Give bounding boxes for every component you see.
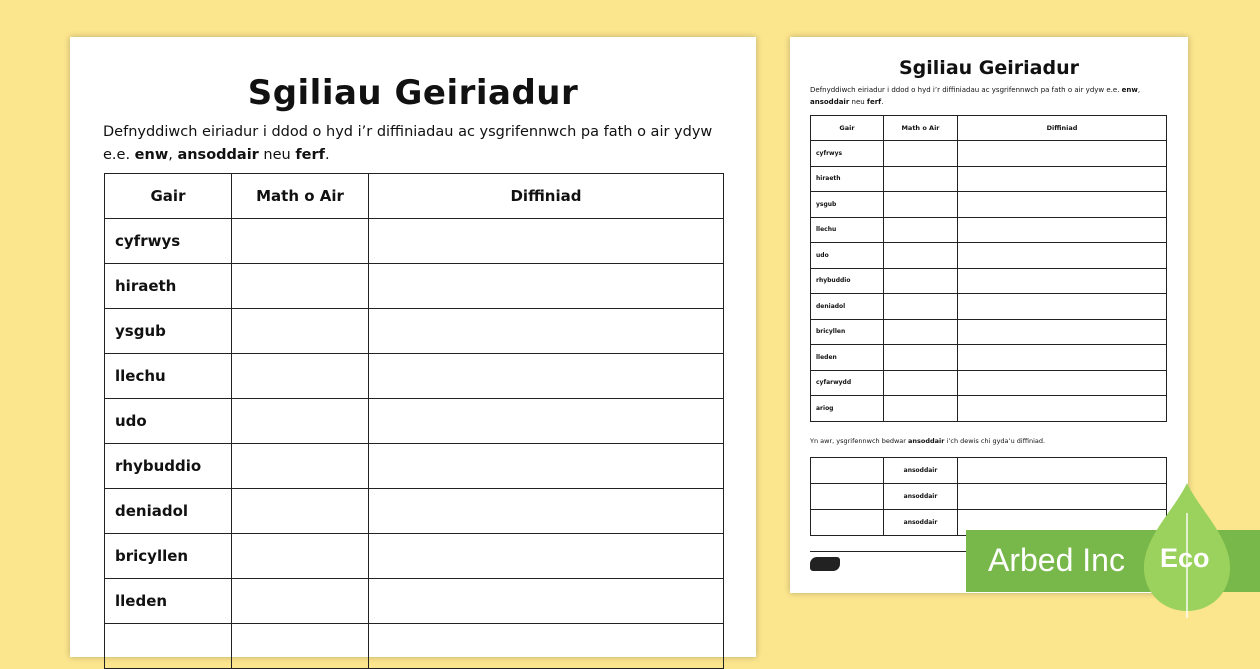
definition-cell[interactable] (369, 264, 724, 309)
table-row (811, 458, 1167, 484)
header-definition: Diffiniad (958, 116, 1167, 141)
table-row (105, 354, 724, 399)
word-cell: deniadol (105, 489, 232, 534)
publisher-logo-icon (810, 557, 840, 571)
table-header-row (811, 116, 1167, 141)
table-row (105, 219, 724, 264)
definition-cell[interactable] (369, 444, 724, 489)
word-type-cell (884, 370, 958, 396)
table-row (811, 294, 1167, 320)
instructions-end: . (324, 147, 330, 163)
word-cell: bricyllen (811, 319, 884, 345)
task-text-start: Yn awr, ysgrifennwch bedwar (810, 437, 908, 445)
word-type-cell (884, 345, 958, 371)
word-cell: cyfarwydd (811, 370, 884, 396)
definition-cell (958, 345, 1167, 371)
table-row (105, 399, 724, 444)
word-cell: lleden (105, 579, 232, 624)
task-text-end: i’ch dewis chi gyda’u diffiniad. (944, 437, 1046, 445)
table-row (105, 309, 724, 354)
table-row (811, 166, 1167, 192)
word-cell: rhybuddio (105, 444, 232, 489)
adjective-table (810, 457, 1167, 536)
word-type-cell (884, 243, 958, 269)
instructions-bold-adjective: ansoddair (177, 147, 259, 163)
definition-cell (958, 319, 1167, 345)
header-word: Gair (811, 116, 884, 141)
table-row (811, 268, 1167, 294)
thumbnail-instructions-sep: , (1137, 86, 1141, 94)
instructions-text: Defnyddiwch eiriadur i ddod o hyd i’r diffiniadau ac ysgrifennwch pa fath o air ydyw e.e. (103, 124, 713, 163)
word-type-cell (884, 294, 958, 320)
word-cell: ysgub (811, 192, 884, 218)
blank-cell (811, 458, 884, 484)
thumbnail-instructions (810, 84, 1170, 108)
word-type-cell[interactable] (232, 579, 369, 624)
word-cell: deniadol (811, 294, 884, 320)
table-row (811, 243, 1167, 269)
header-word: Gair (105, 174, 232, 219)
word-cell: cyfrwys (811, 141, 884, 167)
definition-cell[interactable] (369, 354, 724, 399)
definition-cell (958, 458, 1167, 484)
instructions-bold-verb: ferf (295, 147, 325, 163)
adjective-task-instruction (810, 437, 1045, 445)
definition-cell[interactable] (369, 534, 724, 579)
thumbnail-instructions-bold-noun: enw (1121, 86, 1138, 94)
word-cell: udo (811, 243, 884, 269)
blank-cell (811, 484, 884, 510)
table-row (811, 217, 1167, 243)
table-row (105, 579, 724, 624)
adjective-label-cell: ansoddair (884, 458, 958, 484)
word-cell: hiraeth (105, 264, 232, 309)
task-text-bold: ansoddair (908, 437, 945, 445)
definition-cell (958, 217, 1167, 243)
definition-cell[interactable] (369, 399, 724, 444)
word-cell: ysgub (105, 309, 232, 354)
definition-cell[interactable] (369, 624, 724, 669)
definition-cell (958, 243, 1167, 269)
blank-cell (811, 510, 884, 536)
table-row (105, 444, 724, 489)
definition-cell[interactable] (369, 579, 724, 624)
eco-label: Eco (1160, 543, 1210, 573)
word-type-cell[interactable] (232, 534, 369, 579)
definition-cell[interactable] (369, 489, 724, 534)
header-word-type: Math o Air (232, 174, 369, 219)
definition-cell (958, 268, 1167, 294)
word-type-cell[interactable] (232, 309, 369, 354)
word-cell (105, 624, 232, 669)
definition-cell (958, 396, 1167, 422)
thumbnail-instructions-text: Defnyddiwch eiriadur i ddod o hyd i’r diffiniadau ac ysgrifennwch pa fath o air ydyw e.e. (810, 86, 1122, 94)
word-cell: llechu (105, 354, 232, 399)
thumbnail-instructions-bold-adjective: ansoddair (810, 98, 850, 106)
word-cell: lleden (811, 345, 884, 371)
thumbnail-instructions-bold-verb: ferf (866, 98, 882, 106)
word-type-cell (884, 192, 958, 218)
word-cell: rhybuddio (811, 268, 884, 294)
instructions-sep: , (168, 147, 178, 163)
table-row (105, 534, 724, 579)
instructions-mid: neu (258, 147, 296, 163)
definition-cell (958, 294, 1167, 320)
table-row (811, 319, 1167, 345)
thumbnail-instructions-mid: neu (849, 98, 867, 106)
header-definition: Diffiniad (369, 174, 724, 219)
word-cell: udo (105, 399, 232, 444)
definition-cell[interactable] (369, 219, 724, 264)
table-row (811, 345, 1167, 371)
table-row (811, 370, 1167, 396)
word-cell: llechu (811, 217, 884, 243)
word-type-cell[interactable] (232, 489, 369, 534)
word-cell: bricyllen (105, 534, 232, 579)
table-row (811, 396, 1167, 422)
worksheet-page-thumbnail[interactable] (790, 37, 1188, 593)
word-type-cell[interactable] (232, 624, 369, 669)
definition-cell (958, 484, 1167, 510)
word-type-cell (884, 166, 958, 192)
table-row (105, 489, 724, 534)
brand-name: Arbed Inc (988, 542, 1125, 578)
word-cell: cyfrwys (105, 219, 232, 264)
adjective-label-cell: ansoddair (884, 484, 958, 510)
definition-cell[interactable] (369, 309, 724, 354)
definition-cell (958, 370, 1167, 396)
definition-cell (958, 166, 1167, 192)
table-row (105, 264, 724, 309)
word-cell: hiraeth (811, 166, 884, 192)
thumbnail-title: Sgiliau Geiriadur (899, 57, 1079, 79)
word-type-cell (884, 396, 958, 422)
word-cell: ariog (811, 396, 884, 422)
table-row (811, 192, 1167, 218)
adjective-label-cell: ansoddair (884, 510, 958, 536)
table-row (105, 624, 724, 669)
worksheet-page-main (70, 37, 756, 657)
word-type-cell (884, 141, 958, 167)
page-title: Sgiliau Geiriadur (247, 73, 579, 113)
instructions-bold-noun: enw (134, 147, 169, 163)
word-type-cell (884, 319, 958, 345)
word-type-cell[interactable] (232, 219, 369, 264)
header-word-type: Math o Air (884, 116, 958, 141)
word-type-cell (884, 217, 958, 243)
word-type-cell[interactable] (232, 264, 369, 309)
word-type-cell[interactable] (232, 354, 369, 399)
word-type-cell[interactable] (232, 399, 369, 444)
table-header-row (105, 174, 724, 219)
word-type-cell (884, 268, 958, 294)
word-type-cell[interactable] (232, 444, 369, 489)
table-row (811, 484, 1167, 510)
definition-cell (958, 141, 1167, 167)
instructions (103, 121, 728, 167)
word-table (104, 173, 724, 669)
definition-cell (958, 192, 1167, 218)
thumbnail-instructions-end: . (881, 98, 884, 106)
table-row (811, 141, 1167, 167)
thumbnail-word-table (810, 115, 1167, 422)
